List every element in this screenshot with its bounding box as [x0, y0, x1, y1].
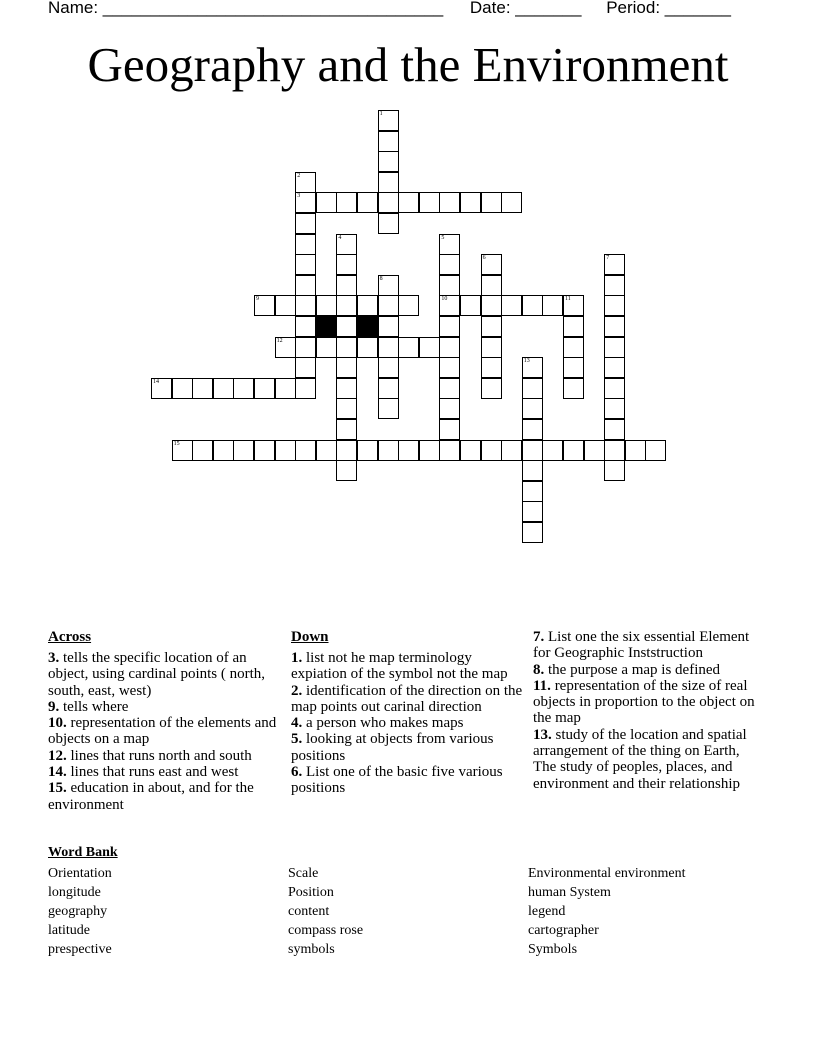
grid-cell[interactable] — [213, 378, 234, 399]
grid-cell[interactable] — [378, 295, 399, 316]
grid-cell[interactable] — [481, 378, 502, 399]
grid-cell[interactable] — [563, 378, 584, 399]
clue-text: lines that runs north and south — [66, 747, 252, 764]
grid-cell[interactable] — [151, 378, 172, 399]
grid-cell[interactable] — [336, 357, 357, 378]
word-bank-column-1 — [48, 864, 112, 959]
grid-cell[interactable] — [522, 440, 543, 461]
clue-item — [291, 683, 523, 716]
grid-cell[interactable] — [254, 295, 275, 316]
word-bank-item: Environmental environment — [528, 866, 686, 881]
grid-cell[interactable] — [295, 234, 316, 255]
grid-cell[interactable] — [481, 316, 502, 337]
grid-cell[interactable] — [563, 337, 584, 358]
cell-number: 13 — [523, 358, 530, 365]
grid-cell[interactable] — [295, 378, 316, 399]
grid-cell[interactable] — [316, 337, 337, 358]
grid-cell[interactable] — [398, 337, 419, 358]
grid-cell[interactable] — [481, 295, 502, 316]
grid-cell[interactable] — [378, 110, 399, 131]
grid-cell[interactable] — [213, 440, 234, 461]
grid-cell[interactable] — [439, 192, 460, 213]
down-clues-continued — [533, 629, 765, 792]
grid-cell[interactable] — [357, 337, 378, 358]
grid-cell[interactable] — [522, 419, 543, 440]
grid-cell[interactable] — [625, 440, 646, 461]
grid-cell[interactable] — [336, 295, 357, 316]
grid-cell[interactable] — [172, 440, 193, 461]
grid-cell[interactable] — [378, 357, 399, 378]
grid-cell[interactable] — [522, 460, 543, 481]
cell-number: 10 — [441, 296, 448, 303]
grid-cell[interactable] — [439, 440, 460, 461]
cell-number: 4 — [338, 234, 342, 241]
grid-cell[interactable] — [481, 275, 502, 296]
clue-number: 4. — [291, 715, 303, 732]
word-bank-item: Position — [288, 885, 334, 900]
clue-item — [48, 780, 280, 813]
grid-cell[interactable] — [295, 440, 316, 461]
down-list — [291, 650, 523, 797]
grid-cell[interactable] — [378, 337, 399, 358]
grid-cell[interactable] — [604, 398, 625, 419]
grid-cell[interactable] — [460, 295, 481, 316]
black-cell — [316, 316, 337, 337]
grid-cell[interactable] — [378, 378, 399, 399]
grid-cell[interactable] — [522, 501, 543, 522]
grid-cell[interactable] — [604, 254, 625, 275]
word-bank-item: prespective — [48, 942, 112, 957]
grid-cell[interactable] — [439, 316, 460, 337]
cell-number: 5 — [441, 234, 445, 241]
clue-item — [533, 727, 765, 792]
grid-cell[interactable] — [378, 192, 399, 213]
grid-cell[interactable] — [254, 378, 275, 399]
grid-cell[interactable] — [501, 295, 522, 316]
clue-number: 13. — [533, 726, 552, 743]
grid-cell[interactable] — [357, 440, 378, 461]
grid-cell[interactable] — [584, 440, 605, 461]
word-bank-column-2 — [288, 864, 363, 959]
grid-cell[interactable] — [604, 275, 625, 296]
grid-cell[interactable] — [295, 337, 316, 358]
grid-cell[interactable] — [604, 440, 625, 461]
grid-cell[interactable] — [542, 295, 563, 316]
clue-item — [533, 662, 765, 678]
grid-cell[interactable] — [336, 337, 357, 358]
grid-cell[interactable] — [645, 440, 666, 461]
word-bank-item: legend — [528, 904, 566, 919]
grid-cell[interactable] — [563, 295, 584, 316]
grid-cell[interactable] — [460, 192, 481, 213]
grid-cell[interactable] — [563, 357, 584, 378]
word-bank-item: latitude — [48, 923, 90, 938]
cell-number: 15 — [173, 440, 180, 447]
word-bank-column-3 — [528, 864, 685, 959]
clue-number: 12. — [48, 747, 67, 764]
grid-cell[interactable] — [460, 440, 481, 461]
grid-cell[interactable] — [522, 522, 543, 543]
grid-cell[interactable] — [357, 192, 378, 213]
grid-cell[interactable] — [522, 481, 543, 502]
grid-cell[interactable] — [336, 192, 357, 213]
clue-text: representation of the elements and objects on a map — [48, 715, 277, 748]
word-bank-item: Orientation — [48, 866, 112, 881]
grid-cell[interactable] — [522, 357, 543, 378]
grid-cell[interactable] — [439, 378, 460, 399]
clue-item — [291, 764, 523, 797]
clue-text: tells the specific location of an object, using cardinal points ( north, south, east, west) — [48, 650, 266, 699]
grid-cell[interactable] — [439, 419, 460, 440]
grid-cell[interactable] — [336, 234, 357, 255]
page-title: Geography and the Environment — [87, 37, 729, 92]
grid-cell[interactable] — [336, 440, 357, 461]
clue-text: looking at objects from various positions — [291, 731, 494, 764]
grid-cell[interactable] — [439, 295, 460, 316]
grid-cell[interactable] — [336, 254, 357, 275]
grid-cell[interactable] — [481, 337, 502, 358]
grid-cell[interactable] — [316, 295, 337, 316]
grid-cell[interactable] — [378, 131, 399, 152]
grid-cell[interactable] — [563, 440, 584, 461]
grid-cell[interactable] — [275, 378, 296, 399]
down-list-continued — [533, 629, 765, 792]
word-bank-item: Symbols — [528, 942, 578, 957]
clue-text: study of the location and spatial arrangement of the thing on Earth, The study of peoples, places, and environment and their relationship — [533, 726, 747, 792]
word-bank-heading: Word Bank — [48, 845, 118, 860]
grid-cell[interactable] — [316, 440, 337, 461]
grid-cell[interactable] — [419, 337, 440, 358]
black-cell — [357, 316, 378, 337]
word-bank-item: content — [288, 904, 330, 919]
clue-item — [48, 748, 280, 764]
grid-cell[interactable] — [357, 295, 378, 316]
clue-number: 2. — [291, 682, 303, 699]
grid-cell[interactable] — [378, 398, 399, 419]
grid-cell[interactable] — [336, 378, 357, 399]
grid-cell[interactable] — [604, 316, 625, 337]
grid-cell[interactable] — [604, 460, 625, 481]
clue-number: 15. — [48, 780, 67, 797]
grid-cell[interactable] — [233, 378, 254, 399]
grid-cell[interactable] — [295, 172, 316, 193]
grid-cell[interactable] — [336, 398, 357, 419]
cell-number: 8 — [379, 275, 383, 282]
clue-item — [291, 650, 523, 683]
clue-item — [48, 699, 280, 715]
word-bank-item: symbols — [288, 942, 335, 957]
grid-cell[interactable] — [439, 357, 460, 378]
grid-cell[interactable] — [522, 295, 543, 316]
clue-number: 9. — [48, 698, 60, 715]
grid-cell[interactable] — [295, 275, 316, 296]
grid-cell[interactable] — [336, 460, 357, 481]
grid-cell[interactable] — [439, 275, 460, 296]
grid-cell[interactable] — [481, 192, 502, 213]
grid-cell[interactable] — [419, 192, 440, 213]
clue-text: representation of the size of real objects in proportion to the object on the map — [533, 677, 755, 727]
word-bank-item: geography — [48, 904, 108, 919]
clue-text: list not he map terminology expiation of the symbol not the map — [291, 650, 508, 683]
across-clues — [48, 629, 280, 813]
clue-text: tells where — [59, 698, 129, 715]
grid-cell[interactable] — [439, 234, 460, 255]
cell-number: 12 — [276, 337, 283, 344]
clue-item — [48, 764, 280, 780]
clue-text: education in about, and for the environment — [48, 780, 254, 813]
grid-cell[interactable] — [481, 440, 502, 461]
clue-text: List one the six essential Element for Geographic Inststruction — [533, 629, 750, 662]
cell-number: 2 — [297, 172, 301, 179]
grid-cell[interactable] — [522, 398, 543, 419]
grid-cell[interactable] — [336, 275, 357, 296]
grid-cell[interactable] — [542, 440, 563, 461]
grid-cell[interactable] — [481, 357, 502, 378]
clue-item — [533, 629, 765, 662]
grid-cell[interactable] — [336, 316, 357, 337]
across-heading: Across — [48, 629, 92, 645]
clue-number: 6. — [291, 764, 303, 781]
cell-number: 3 — [297, 193, 301, 200]
grid-cell[interactable] — [378, 172, 399, 193]
word-bank-item: longitude — [48, 885, 101, 900]
grid-cell[interactable] — [378, 275, 399, 296]
clue-text: lines that runs east and west — [66, 764, 239, 781]
grid-cell[interactable] — [275, 295, 296, 316]
grid-cell[interactable] — [604, 378, 625, 399]
clue-number: 11. — [533, 677, 551, 694]
grid-cell[interactable] — [419, 440, 440, 461]
grid-cell[interactable] — [501, 192, 522, 213]
grid-cell[interactable] — [295, 254, 316, 275]
grid-cell[interactable] — [254, 440, 275, 461]
grid-cell[interactable] — [336, 419, 357, 440]
word-bank-item: compass rose — [288, 923, 364, 938]
word-bank-item: cartographer — [528, 923, 599, 938]
clue-number: 1. — [291, 650, 303, 666]
grid-cell[interactable] — [604, 419, 625, 440]
grid-cell[interactable] — [604, 357, 625, 378]
grid-cell[interactable] — [378, 316, 399, 337]
word-bank-item: Scale — [288, 866, 319, 881]
clue-number: 10. — [48, 715, 67, 732]
grid-cell[interactable] — [378, 213, 399, 234]
across-list — [48, 650, 280, 813]
grid-cell[interactable] — [604, 295, 625, 316]
cell-number: 1 — [379, 111, 383, 117]
grid-cell[interactable] — [192, 440, 213, 461]
clue-item — [291, 715, 523, 731]
clue-number: 5. — [291, 731, 303, 748]
grid-cell[interactable] — [398, 192, 419, 213]
grid-cell[interactable] — [522, 378, 543, 399]
cell-number: 11 — [565, 296, 571, 303]
cell-number: 9 — [256, 296, 259, 303]
clue-item — [291, 731, 523, 764]
grid-cell[interactable] — [316, 192, 337, 213]
grid-cell[interactable] — [378, 440, 399, 461]
clue-text: List one of the basic five various positions — [291, 764, 503, 797]
grid-cell[interactable] — [563, 316, 584, 337]
grid-cell[interactable] — [192, 378, 213, 399]
clue-number: 8. — [533, 661, 545, 678]
grid-cell[interactable] — [481, 254, 502, 275]
date-field[interactable]: Date: _______ — [469, 0, 582, 17]
grid-cell[interactable] — [295, 192, 316, 213]
clue-item — [48, 650, 280, 699]
clue-item — [533, 678, 765, 727]
down-clues — [291, 629, 523, 797]
grid-cell[interactable] — [233, 440, 254, 461]
clue-number: 14. — [48, 764, 67, 781]
grid-cell[interactable] — [604, 337, 625, 358]
grid-cell[interactable] — [172, 378, 193, 399]
clue-text: identification of the direction on the map points out carinal direction — [291, 682, 523, 715]
grid-cell[interactable] — [439, 398, 460, 419]
grid-cell[interactable] — [295, 357, 316, 378]
period-field[interactable]: Period: _______ — [606, 0, 731, 17]
cell-number: 6 — [482, 255, 486, 262]
clue-number: 3. — [48, 650, 60, 666]
clue-number: 7. — [533, 629, 545, 645]
grid-cell[interactable] — [501, 440, 522, 461]
down-heading: Down — [291, 629, 329, 645]
grid-cell[interactable] — [295, 295, 316, 316]
grid-cell[interactable] — [439, 337, 460, 358]
grid-cell[interactable] — [275, 440, 296, 461]
grid-cell[interactable] — [295, 316, 316, 337]
clue-text: a person who makes maps — [302, 715, 464, 732]
grid-cell[interactable] — [398, 440, 419, 461]
name-field[interactable]: Name: ____________________________________ — [48, 0, 444, 17]
word-bank-item: human System — [528, 885, 611, 900]
clue-text: the purpose a map is defined — [544, 661, 721, 678]
grid-cell[interactable] — [275, 337, 296, 358]
grid-cell[interactable] — [378, 151, 399, 172]
cell-number: 7 — [606, 255, 610, 262]
grid-cell[interactable] — [295, 213, 316, 234]
grid-cell[interactable] — [398, 295, 419, 316]
clue-item — [48, 715, 280, 748]
grid-cell[interactable] — [439, 254, 460, 275]
cell-number: 14 — [153, 378, 159, 385]
